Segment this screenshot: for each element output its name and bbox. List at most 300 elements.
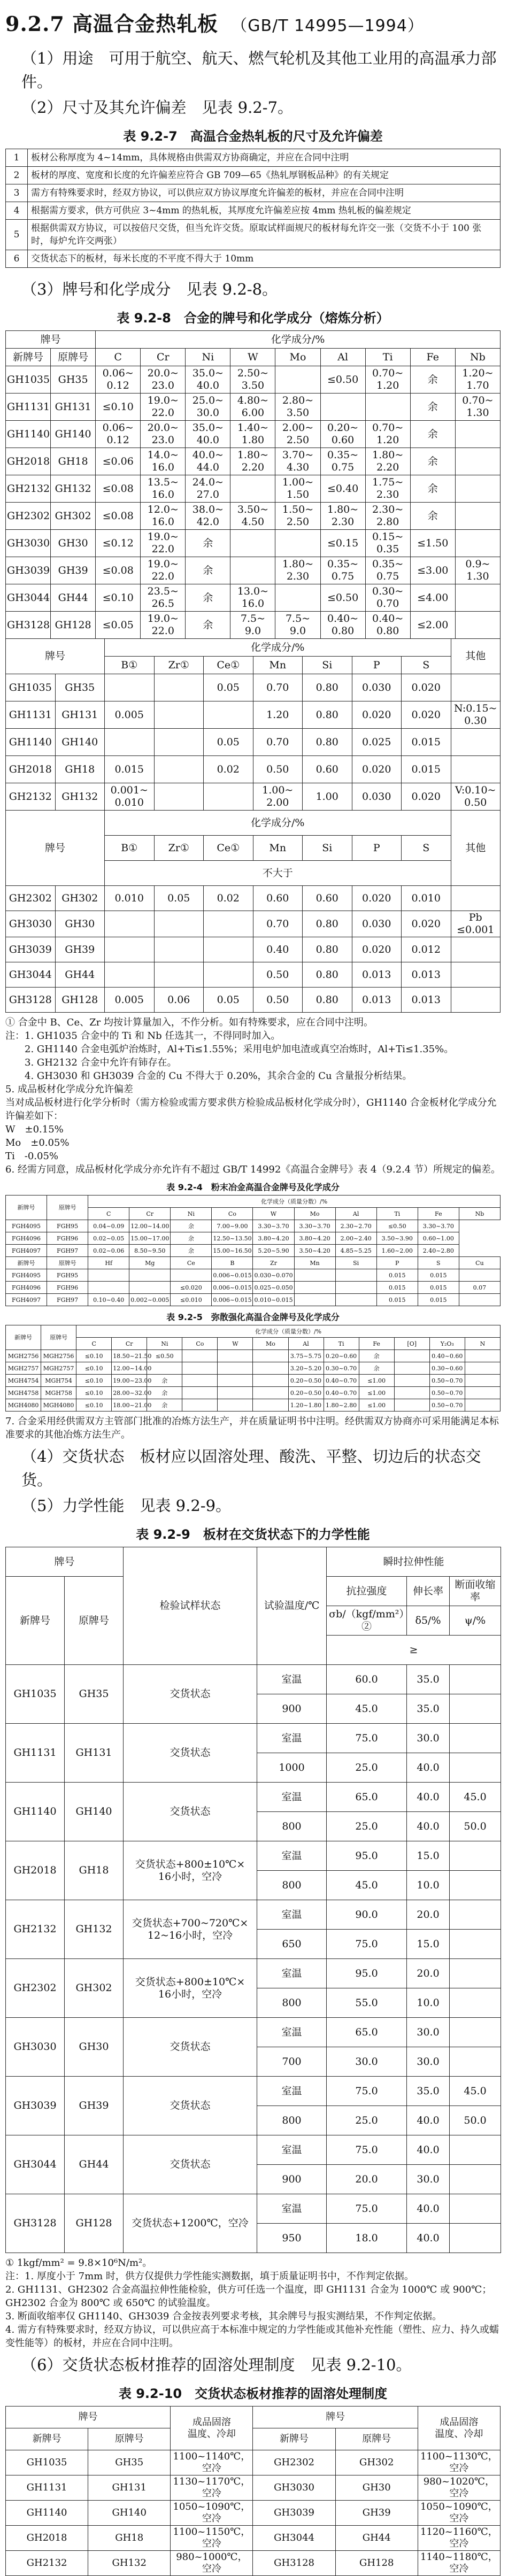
table-cell: GH35 <box>55 674 105 701</box>
table-cell: GH140 <box>55 729 105 756</box>
table-cell: 室温 <box>257 2135 327 2165</box>
table-cell: 1100~1130℃，空冷 <box>418 2450 500 2475</box>
header-element: Mn <box>253 657 303 674</box>
table-cell: 75.0 <box>327 1724 407 1753</box>
table8-row <box>6 394 501 421</box>
table-cell: 18.50~21.50 <box>112 1350 147 1362</box>
table-cell: 1.80~2.80 <box>324 1399 359 1412</box>
table8c-row <box>6 1362 501 1375</box>
table-cell: 3.50~3.90 <box>376 1232 418 1245</box>
table-cell: 0.010 <box>402 886 451 911</box>
brand-old: GH18 <box>65 1841 124 1900</box>
table-cell <box>455 503 500 530</box>
header-element: S <box>402 657 451 674</box>
table-cell: 0.80 <box>303 674 352 701</box>
table-cell: 0.015 <box>418 1294 459 1306</box>
table-cell: 1000 <box>257 1753 327 1783</box>
header-temperature: 成品固溶 温度、冷却 <box>171 2407 253 2450</box>
table8c-caption: 表 9.2-5 弥散强化高温合金牌号及化学成分 <box>166 1312 340 1322</box>
table-cell: MGH2757 <box>41 1362 76 1375</box>
table-cell: ≤0.10 <box>76 1399 112 1412</box>
header-element: Al <box>335 1208 376 1220</box>
table-cell: 0.013 <box>402 988 451 1013</box>
brand-old: GH30 <box>65 2018 124 2077</box>
table-cell <box>154 783 204 811</box>
table8-row <box>6 756 501 783</box>
table-cell: GH39 <box>335 2501 418 2526</box>
table-cell: 800 <box>257 1812 327 1841</box>
header-temperature: 成品固溶 温度、冷却 <box>418 2407 500 2450</box>
header-element: P <box>376 1257 418 1269</box>
table-cell: GH302 <box>55 886 105 911</box>
table-cell: GH2018 <box>6 2526 88 2551</box>
header-element: Nb <box>459 1208 500 1220</box>
table-cell: 13.5~ 16.0 <box>141 475 186 503</box>
header-brand: 牌号 <box>253 2407 418 2428</box>
table8-part-c <box>5 810 501 1013</box>
table-cell: 65.0 <box>327 1783 407 1812</box>
table-cell: GH131 <box>51 394 96 421</box>
table-cell <box>230 530 275 557</box>
table-cell: ≤0.010 <box>171 1294 212 1306</box>
table-cell <box>253 1387 288 1399</box>
table8-row <box>6 962 501 988</box>
table-cell <box>218 1362 253 1375</box>
table-cell: GH30 <box>55 911 105 937</box>
test-state: 交货状态 <box>124 1665 257 1724</box>
table-cell: GH1140 <box>6 421 51 448</box>
table-cell: 0.40~ 0.80 <box>320 612 365 639</box>
table-cell: 室温 <box>257 2018 327 2047</box>
table-cell: GH128 <box>335 2551 418 2576</box>
header-element: W <box>218 1338 253 1350</box>
table-cell <box>154 911 204 937</box>
header-element: Ti <box>365 349 410 366</box>
table-cell: 0.50 <box>253 988 303 1013</box>
table-cell: 45.0 <box>327 1694 407 1724</box>
table8-row <box>6 448 501 475</box>
table-cell: 0.025~0.050 <box>253 1282 294 1294</box>
table-cell: ≤4.00 <box>410 584 455 612</box>
table-cell: 1.40~ 1.80 <box>230 421 275 448</box>
table10-row <box>6 2501 501 2526</box>
table-cell <box>230 557 275 584</box>
header-old-brand: 原牌号 <box>47 1196 88 1220</box>
note-line: 2. GH1140 合金电弧炉治炼时，Al+Ti≤1.55%；采用电炉加电渣或真空冶炼时，Al+Ti≤1.35%。 <box>5 1044 454 1055</box>
table-cell <box>253 1362 288 1375</box>
table-cell <box>204 783 253 811</box>
table-cell: 20.0~ 23.0 <box>141 366 186 394</box>
table-cell: 0.80 <box>303 911 352 937</box>
header-element: Mo <box>253 1338 288 1350</box>
brand-new: GH1140 <box>6 1783 65 1841</box>
table-cell: 30.0 <box>327 2047 407 2077</box>
section-standard: （GB/T 14995—1994） <box>231 17 424 35</box>
table-cell: ≤0.10 <box>96 584 141 612</box>
table-cell: 0.02 <box>204 756 253 783</box>
table-cell: 0.40~0.70 <box>324 1375 359 1387</box>
table-cell: ≤1.00 <box>359 1387 394 1399</box>
table-cell <box>394 1399 429 1412</box>
para-delivery: （4）交货状态 板材应以固溶处理、酸洗、平整、切边后的状态交货。 <box>21 1447 481 1489</box>
table-cell: 13.0~ 16.0 <box>230 584 275 612</box>
table-cell: 8.50~9.50 <box>129 1245 171 1257</box>
brand-old: GH35 <box>65 1665 124 1724</box>
header-strength-unit: σb/（kgf/mm²）② <box>327 1606 407 1636</box>
note-line: ① 1kgf/mm² = 9.8×10⁶N/m²。 <box>5 2257 152 2269</box>
note-line: 当对成品板材进行化学分析时（需方检验或需方要求供方检验成品板材化学成分时），GH1140 合金板材化学成分允许偏差如下： <box>5 1097 497 1122</box>
table-cell <box>218 1375 253 1387</box>
table-cell: 0.50 <box>253 756 303 783</box>
header-old-brand: 原牌号 <box>65 1577 124 1665</box>
table-cell: 余 <box>186 612 230 639</box>
header-element: Ce① <box>204 836 253 861</box>
brand-new: GH3128 <box>6 2194 65 2253</box>
table-cell: 12.00~14.00 <box>112 1362 147 1375</box>
note-line: Ti -0.05% <box>5 1151 59 1162</box>
header-element: Si <box>303 657 352 674</box>
note-line: 4. GH3030 和 GH3039 合金的 Cu 不得大于 0.20%，其余合金的 Cu 含量报分析结果。 <box>5 1070 412 1082</box>
table-cell: 0.70~ 1.20 <box>365 366 410 394</box>
table-cell: 0.015 <box>376 1282 418 1294</box>
table-cell: 0.35~ 0.75 <box>365 557 410 584</box>
table8-row <box>6 503 501 530</box>
table-cell <box>450 2194 501 2224</box>
table-cell <box>204 911 253 937</box>
table-cell: 0.015 <box>402 729 451 756</box>
table8-header-row <box>6 331 501 349</box>
table-cell <box>450 2047 501 2077</box>
table-cell: FGH4096 <box>6 1232 47 1245</box>
table-cell <box>455 584 500 612</box>
table-cell: GH131 <box>55 701 105 729</box>
table7-caption: 表 9.2-7 高温合金热轧板的尺寸及允许偏差 <box>123 129 383 144</box>
table-cell: 40.0~ 44.0 <box>186 448 230 475</box>
note-line: 3. GH2132 合金中允许有铈存在。 <box>5 1057 177 1068</box>
table-cell: 1130~1170℃，空冷 <box>171 2475 253 2501</box>
table-cell <box>394 1387 429 1399</box>
note-line: Mo ±0.05% <box>5 1137 70 1148</box>
table-cell: 980~1020℃，空冷 <box>418 2475 500 2501</box>
table-cell <box>335 1269 376 1282</box>
table-cell: ≤1.50 <box>410 530 455 557</box>
table-cell: 0.020 <box>352 701 402 729</box>
table7-row <box>6 184 501 202</box>
header-notbig: 不大于 <box>105 861 451 886</box>
table8-part-b <box>5 638 501 811</box>
table-cell <box>465 1399 500 1412</box>
note7-text: 7. 合金采用经供需双方主管部门批准的冶炼方法生产，并在质量证明书中注明。经供需双方协商亦可采用能满足本标准要求的其他冶炼方法生产。 <box>5 1416 499 1440</box>
table-cell: GH2132 <box>6 2551 88 2576</box>
table-cell: 10.0 <box>407 1988 450 2018</box>
table-cell: 30.0 <box>407 2018 450 2047</box>
table-cell: MGH4758 <box>6 1387 41 1399</box>
table-cell: 室温 <box>257 1959 327 1988</box>
table-cell <box>105 911 155 937</box>
table-cell: 0.015 <box>418 1269 459 1282</box>
table9-row <box>6 2194 501 2224</box>
table-cell: 12.00~14.00 <box>129 1220 171 1232</box>
table-cell: 0.07 <box>459 1282 500 1294</box>
table-cell: 40.0 <box>407 1812 450 1841</box>
table-cell: 45.0 <box>327 1871 407 1900</box>
header-state: 检验试样状态 <box>124 1547 257 1665</box>
table-cell <box>335 1294 376 1306</box>
table-cell <box>450 2018 501 2047</box>
section-title: 高温合金热轧板 <box>72 12 219 36</box>
table-cell: 19.0~ 22.0 <box>141 394 186 421</box>
table-cell: MGH4080 <box>6 1399 41 1412</box>
table8-row <box>6 783 501 811</box>
table-cell: 45.0 <box>450 1783 501 1812</box>
table-cell: GH3030 <box>6 530 51 557</box>
table-cell <box>450 2165 501 2194</box>
test-state: 交货状态 <box>124 1783 257 1841</box>
table-cell <box>450 1753 501 1783</box>
table-cell: 19.00~23.00 <box>112 1375 147 1387</box>
table-cell: 40.0 <box>407 2224 450 2253</box>
table-cell: 余 <box>147 1387 182 1399</box>
row-number: 1 <box>6 149 28 167</box>
table-cell: 7.5~ 9.0 <box>275 612 320 639</box>
table-cell: ≤0.12 <box>96 530 141 557</box>
table-cell: ≤0.50 <box>147 1350 182 1362</box>
header-element: W <box>253 1208 294 1220</box>
table-cell: GH2018 <box>6 756 56 783</box>
table-cell: 0.20~0.50 <box>288 1375 324 1387</box>
table-cell: GH3039 <box>253 2501 335 2526</box>
table-cell: 室温 <box>257 1841 327 1871</box>
table-cell: 余 <box>410 448 455 475</box>
row-text: 根据需方要求，供方可供应 3~4mm 的热轧板，其厚度允许偏差应按 4mm 热轧板的偏差规定 <box>28 202 501 220</box>
note-line: 2. GH1131、GH2302 合金高温拉伸性能检验，供方可任选一个温度，即 GH1131 合金为 1000℃ 或 900℃；GH2302 合金为 800℃ 或 650℃ 的试验温度。 <box>5 2284 492 2309</box>
table-cell <box>275 584 320 612</box>
table-cell: GH18 <box>88 2526 171 2551</box>
brand-new: GH3044 <box>6 2135 65 2194</box>
table-cell <box>88 1282 129 1294</box>
header-element: Mn <box>253 836 303 861</box>
table-cell <box>294 1294 335 1306</box>
header-elongation: 伸长率 <box>407 1577 450 1606</box>
header-element: Mo <box>294 1208 335 1220</box>
table-cell: 0.02 <box>204 886 253 911</box>
table-cell <box>218 1399 253 1412</box>
table-cell <box>204 937 253 962</box>
table-cell: 0.80 <box>303 729 352 756</box>
brand-old: GH302 <box>65 1959 124 2018</box>
table-cell: 1.20~ 1.70 <box>455 366 500 394</box>
table-cell: 14.0~ 16.0 <box>141 448 186 475</box>
header-element: Fe <box>359 1338 394 1350</box>
table-cell <box>154 962 204 988</box>
table-cell <box>105 729 155 756</box>
table-cell: GH2132 <box>6 783 56 811</box>
table-cell: 0.80 <box>303 962 352 988</box>
row-text: 交货状态下的板材，每米长度的不平度不得大于 10mm <box>28 250 501 268</box>
table10-row <box>6 2475 501 2501</box>
table-cell: 0.15~ 0.35 <box>365 530 410 557</box>
table-cell: 0.02~0.05 <box>88 1232 129 1245</box>
table-cell: 3.80~4.20 <box>253 1232 294 1245</box>
table8-row <box>6 530 501 557</box>
table-cell <box>154 937 204 962</box>
table8b-row <box>6 1269 501 1282</box>
table8c-row <box>6 1399 501 1412</box>
table-cell: FGH4097 <box>6 1294 47 1306</box>
table10-row <box>6 2450 501 2475</box>
table-cell: 10.0 <box>407 1871 450 1900</box>
table-cell: GH302 <box>335 2450 418 2475</box>
table-cell: 0.60 <box>253 886 303 911</box>
table10-row <box>6 2551 501 2576</box>
table-cell: 1.80~ 2.30 <box>275 557 320 584</box>
table-cell: 3.70~ 4.30 <box>275 448 320 475</box>
table8b-header-row <box>6 1257 501 1269</box>
test-state: 交货状态+700~720℃× 12~16小时，空冷 <box>124 1900 257 1959</box>
table-cell: 0.015 <box>376 1269 418 1282</box>
table-cell: 1.50~ 2.50 <box>275 503 320 530</box>
table-cell: 30.0 <box>407 2047 450 2077</box>
table-cell: 3.80~4.20 <box>294 1232 335 1245</box>
table9-notes <box>5 2256 501 2350</box>
note-line: 6. 经需方同意，成品板材化学成分亦允许有不超过 GB/T 14992《高温合金牌号》表 4（9.2.4 节）所规定的偏差。 <box>5 1164 501 1175</box>
table-cell <box>105 674 155 701</box>
header-element: Ti <box>376 1208 418 1220</box>
table8b-row <box>6 1282 501 1294</box>
table-cell: 0.001~ 0.010 <box>105 783 155 811</box>
table-cell: 0.012 <box>402 937 451 962</box>
para-composition: （3）牌号和化学成分 见表 9.2-8。 <box>21 280 278 298</box>
header-h_new: 新牌号 <box>6 2428 88 2450</box>
table-cell: 0.006~0.015 <box>212 1282 253 1294</box>
table-cell <box>451 729 501 756</box>
header-element: C <box>76 1338 112 1350</box>
table9-row <box>6 1783 501 1812</box>
header-h_old: 原牌号 <box>335 2428 418 2450</box>
table-cell: 20.0 <box>407 1959 450 1988</box>
table-cell: ≤0.10 <box>76 1350 112 1362</box>
table-cell: 1.80~ 2.20 <box>365 448 410 475</box>
table9-row <box>6 2077 501 2106</box>
table-cell: 980~1000℃，空冷 <box>171 2551 253 2576</box>
header-element: Si <box>303 836 352 861</box>
table-cell: GH3128 <box>6 612 51 639</box>
table-cell: 40.0 <box>407 2194 450 2224</box>
header-chem: 化学成分（质量分数）/% <box>88 1196 501 1208</box>
table-cell <box>450 2135 501 2165</box>
table-cell: V:0.10~ 0.50 <box>451 783 501 811</box>
table-cell: ≤0.10 <box>76 1362 112 1375</box>
table-cell: GH3030 <box>253 2475 335 2501</box>
table-cell: 900 <box>257 2165 327 2194</box>
table-cell: 4.85~5.25 <box>335 1245 376 1257</box>
header-new-brand: 新牌号 <box>6 1257 47 1269</box>
table-cell: GH3128 <box>6 988 56 1013</box>
table-cell: 1050~1090℃，空冷 <box>418 2501 500 2526</box>
table-cell: 18.0 <box>327 2224 407 2253</box>
table8b <box>5 1195 501 1306</box>
header-element: Al <box>288 1338 324 1350</box>
table-cell: 0.02~0.06 <box>88 1245 129 1257</box>
table-cell: 余 <box>359 1350 394 1362</box>
table-cell: FGH96 <box>47 1232 88 1245</box>
table-cell <box>455 448 500 475</box>
table-cell: 0.015 <box>418 1282 459 1294</box>
table-cell <box>88 1269 129 1282</box>
table-cell: 0.013 <box>352 988 402 1013</box>
table-cell: 余 <box>186 530 230 557</box>
note-line: 注：1. GH1035 合金中的 Ti 和 Nb 任选其一，不得同时加入。 <box>5 1030 281 1042</box>
test-state: 交货状态+800±10℃× 16小时，空冷 <box>124 1841 257 1900</box>
row-number: 3 <box>6 184 28 202</box>
header-element: Fe <box>418 1208 459 1220</box>
table9-row <box>6 1841 501 1871</box>
table-cell: 0.50 <box>253 962 303 988</box>
header-element: Zr① <box>154 657 204 674</box>
table-cell: 0.030 <box>352 674 402 701</box>
table-cell <box>450 1930 501 1959</box>
table-cell: 1.75~ 2.30 <box>365 475 410 503</box>
table-cell: FGH4096 <box>6 1282 47 1294</box>
table-cell: GH1131 <box>6 2475 88 2501</box>
table-cell <box>253 1375 288 1387</box>
table-cell: 800 <box>257 2106 327 2135</box>
table-cell: 15.0 <box>407 1930 450 1959</box>
table-cell <box>450 1665 501 1694</box>
header-element: W <box>230 349 275 366</box>
para-dimensions: （2）尺寸及其允许偏差 见表 9.2-7。 <box>21 98 294 117</box>
header-element: Cr <box>129 1208 171 1220</box>
brand-old: GH39 <box>65 2077 124 2135</box>
table-cell <box>450 1959 501 1988</box>
table-cell: 室温 <box>257 2077 327 2106</box>
table-cell: 45.0 <box>450 2077 501 2106</box>
table-cell <box>275 530 320 557</box>
table-cell: 0.010~0.015 <box>253 1294 294 1306</box>
table-cell: 1100~1140℃，空冷 <box>171 2450 253 2475</box>
table8b-row <box>6 1232 501 1245</box>
table8b-row <box>6 1220 501 1232</box>
table-cell: GH3044 <box>6 584 51 612</box>
table-cell: MGH2757 <box>6 1362 41 1375</box>
table-cell: 1140~1180℃，空冷 <box>418 2551 500 2576</box>
table-cell: 0.80 <box>303 988 352 1013</box>
table-cell: 1.80~ 2.30 <box>320 503 365 530</box>
table-cell <box>451 988 501 1013</box>
table-cell: ≤0.06 <box>96 448 141 475</box>
table9-row <box>6 1665 501 1694</box>
table7-row <box>6 250 501 268</box>
para-usage: （1）用途 可用于航空、航天、燃气轮机及其他工业用的高温承力部件。 <box>21 49 497 91</box>
table7 <box>5 149 501 268</box>
table-cell <box>182 1387 218 1399</box>
brand-new: GH3039 <box>6 2077 65 2135</box>
table-cell: 0.020 <box>402 783 451 811</box>
table-cell: GH2302 <box>253 2450 335 2475</box>
header-element: C <box>96 349 141 366</box>
table-cell: 40.0 <box>407 2106 450 2135</box>
header-element: Ni <box>147 1338 182 1350</box>
test-state: 交货状态 <box>124 2018 257 2077</box>
table-cell: 1.20 <box>253 701 303 729</box>
table-cell: N:0.15~ 0.30 <box>451 701 501 729</box>
header-element: Co <box>212 1208 253 1220</box>
table-cell: ≤0.08 <box>96 475 141 503</box>
header-element: N <box>465 1338 500 1350</box>
table-cell: 0.015 <box>376 1294 418 1306</box>
table-cell: 15.00~16.50 <box>212 1245 253 1257</box>
table-cell: 2.50~ 3.50 <box>230 366 275 394</box>
